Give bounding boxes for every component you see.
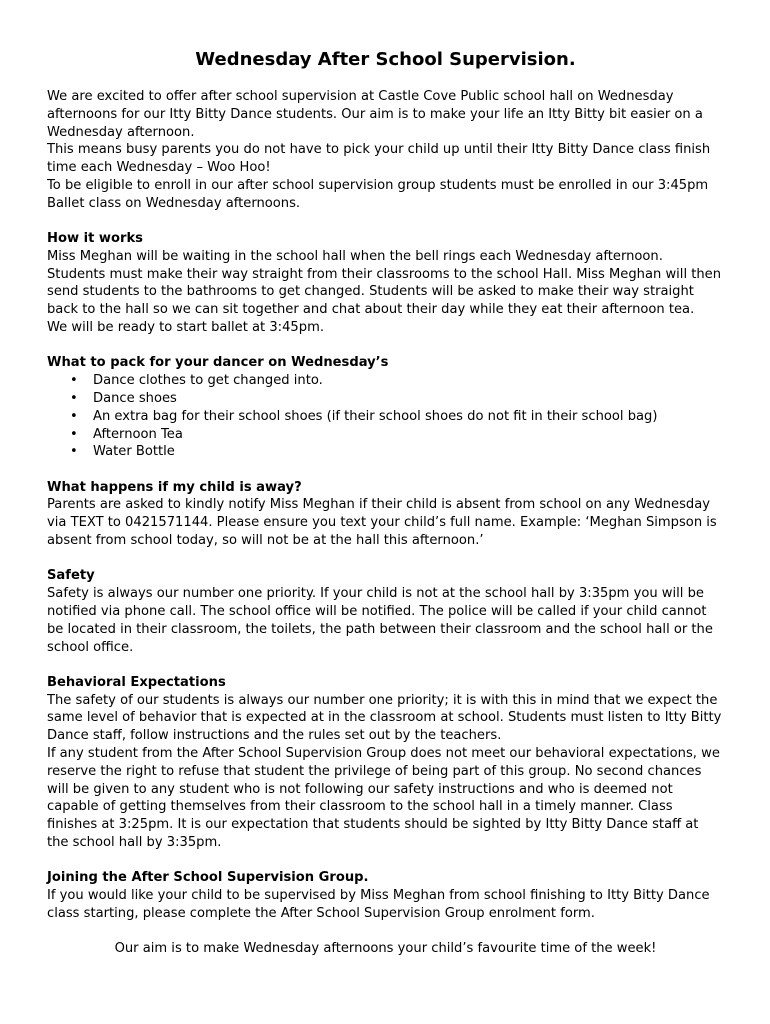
how-it-works-heading: How it works <box>47 231 143 247</box>
list-item-text: An extra bag for their school shoes (if their school shoes do not fit in their school bag) <box>93 408 658 424</box>
how-it-works-section <box>47 230 724 337</box>
list-item <box>47 408 724 426</box>
bullet-icon: • <box>70 426 78 442</box>
safety-paragraph: Safety is always our number one priority. If your child is not at the school hall by 3:35pm you will be notified via phone call. The school office will be notified. The police will be called if your child cannot be located in their classroom, the toilets, the path between their classroom and the school hall or the school office. <box>47 586 713 655</box>
list-item-text: Water Bottle <box>93 444 175 460</box>
child-away-heading: What happens if my child is away? <box>47 479 302 495</box>
list-item <box>47 426 724 444</box>
child-away-paragraph: Parents are asked to kindly notify Miss Meghan if their child is absent from school on any Wednesday via TEXT to 0421571144. Please ensure you text your child’s full name. Example: ‘Meghan Simpson is absent from school today, so will not be at the hall this afternoon.’ <box>47 497 717 549</box>
bullet-icon: • <box>70 444 78 460</box>
bullet-icon: • <box>70 408 78 424</box>
what-to-pack-heading: What to pack for your dancer on Wednesday’s <box>47 355 389 371</box>
intro-paragraph: To be eligible to enroll in our after school supervision group students must be enrolled in our 3:45pm Ballet class on Wednesday afternoons. <box>47 177 709 211</box>
page-title: Wednesday After School Supervision. <box>195 49 576 70</box>
joining-section <box>47 869 724 922</box>
safety-section <box>47 567 724 656</box>
joining-paragraph: If you would like your child to be supervised by Miss Meghan from school finishing to Itty Bitty Dance class starting, please complete the After School Supervision Group enrolment form. <box>47 888 710 921</box>
behavioral-heading: Behavioral Expectations <box>47 674 226 690</box>
intro-section <box>47 88 724 213</box>
list-item <box>47 443 724 461</box>
behavioral-paragraph: If any student from the After School Supervision Group does not meet our behavioral expectations, we reserve the right to refuse that student the privilege of being part of this group. No second chances will be given to any student who is not following our safety instructions and who is deemed not capable of getting themselves from their classroom to the school hall in a timely manner. Class finishes at 3:25pm. It is our expectation that students should be sighted by Itty Bitty Dance staff at the school hall by 3:35pm. <box>47 746 720 850</box>
intro-paragraph: This means busy parents you do not have to pick your child up until their Itty Bitty Dance class finish time each Wednesday – Woo Hoo! <box>47 142 711 176</box>
how-it-works-paragraph: Miss Meghan will be waiting in the school hall when the bell rings each Wednesday afternoon. Students must make their way straight from their classrooms to the school Hall. Miss Meghan will then send students to the bathrooms to get changed. Students will be asked to make their way straight back to the hall so we can sit together and chat about their day while they eat their afternoon tea. <box>47 248 722 318</box>
packing-list <box>47 372 724 461</box>
behavioral-section <box>47 674 724 852</box>
joining-heading: Joining the After School Supervision Group. <box>47 870 369 886</box>
list-item-text: Dance clothes to get changed into. <box>93 373 323 389</box>
list-item <box>47 390 724 408</box>
bullet-icon: • <box>70 390 78 406</box>
how-it-works-paragraph: We will be ready to start ballet at 3:45pm. <box>47 320 324 336</box>
list-item-text: Afternoon Tea <box>93 426 183 442</box>
what-to-pack-section <box>47 354 724 461</box>
bullet-icon: • <box>70 373 78 389</box>
list-item <box>47 372 724 390</box>
list-item-text: Dance shoes <box>93 390 177 406</box>
closing-line: Our aim is to make Wednesday afternoons your child’s favourite time of the week! <box>114 941 657 957</box>
child-away-section <box>47 479 724 550</box>
intro-paragraph: We are excited to offer after school supervision at Castle Cove Public school hall on Wednesday afternoons for our Itty Bitty Dance students. Our aim is to make your life an Itty Bitty bit easier on a Wednesday afternoon. <box>47 89 703 140</box>
safety-heading: Safety <box>47 568 95 584</box>
behavioral-paragraph: The safety of our students is always our number one priority; it is with this in mind that we expect the same level of behavior that is expected at in the classroom at school. Students must listen to Itty Bitty Dance staff, follow instructions and the rules set out by the teachers. <box>47 692 722 744</box>
